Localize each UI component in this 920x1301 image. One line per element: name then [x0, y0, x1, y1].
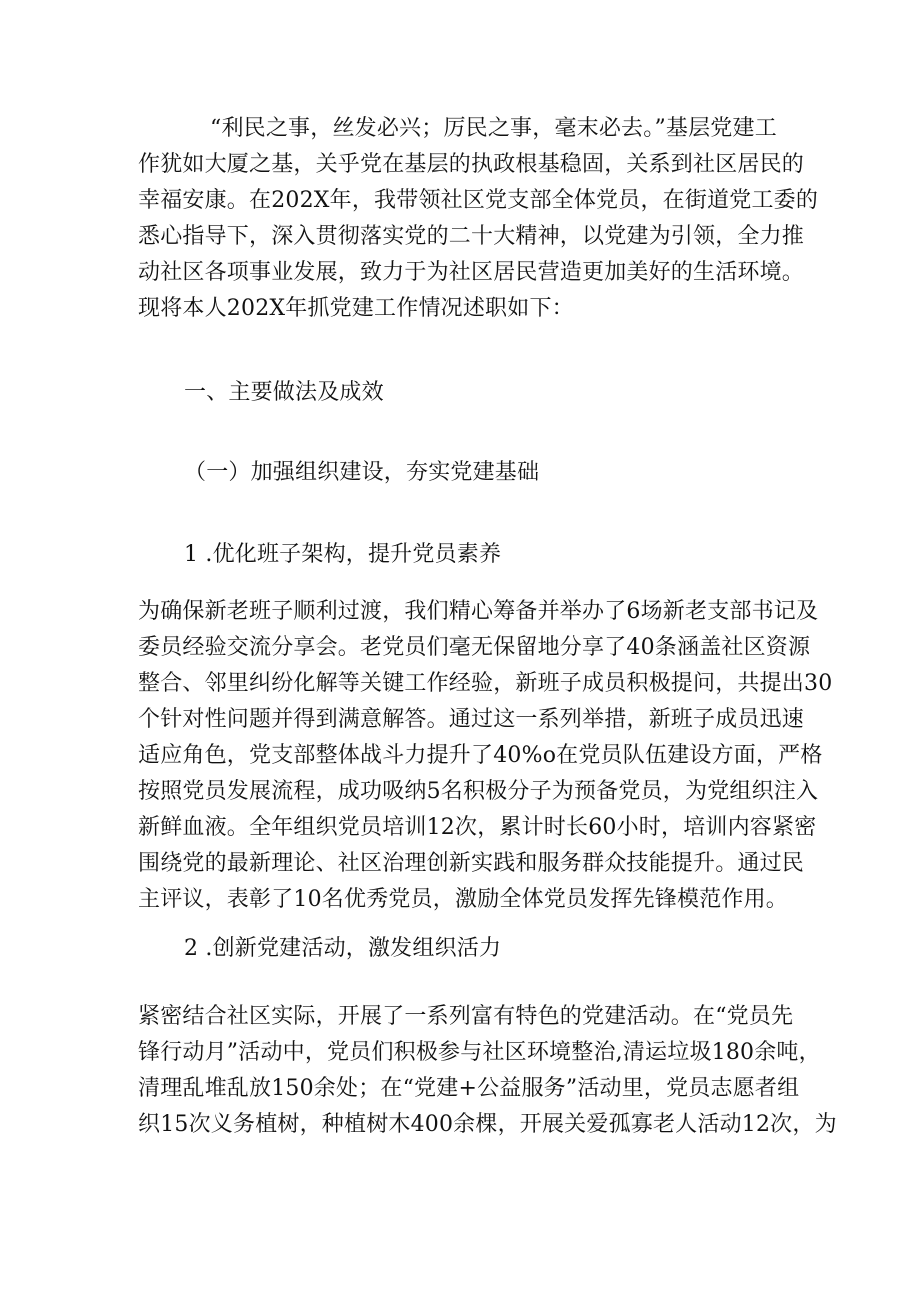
para-b-line-2: 锋行动月”活动中，党员们积极参与社区环境整治,清运垃圾180余吨，: [138, 1040, 821, 1065]
intro-line-2: 作犹如大厦之基，关乎党在基层的执政根基稳固，关系到社区居民的: [138, 152, 805, 177]
heading-level-1: 一、主要做法及成效: [184, 380, 384, 405]
intro-line-4: 悉心指导下，深入贯彻落实党的二十大精神，以党建为引领，全力推: [138, 224, 805, 249]
intro-line-1: “利民之事，丝发必兴；厉民之事，毫末必去。”基层党建工: [210, 116, 777, 141]
heading-level-3-a: 1 .优化班子架构，提升党员素养: [184, 542, 502, 567]
para-a-line-1: 为确保新老班子顺利过渡，我们精心筹备并举办了6场新老支部书记及: [138, 599, 819, 624]
para-a-line-3: 整合、邻里纠纷化解等关键工作经验，新班子成员积极提问，共提出30: [138, 671, 833, 696]
heading-level-3-b: 2 .创新党建活动，激发组织活力: [184, 936, 502, 961]
para-a-line-2: 委员经验交流分享会。老党员们毫无保留地分享了40条涵盖社区资源: [138, 635, 811, 660]
para-a-line-8: 围绕党的最新理论、社区治理创新实践和服务群众技能提升。通过民: [138, 851, 805, 876]
para-b-line-3: 清理乱堆乱放150余处；在“党建+公益服务”活动里，党员志愿者组: [138, 1076, 800, 1101]
para-b-line-4: 织15次义务植树，种植树木400余棵，开展关爱孤寡老人活动12次，为: [138, 1112, 837, 1137]
para-a-line-6: 按照党员发展流程，成功吸纳5名积极分子为预备党员，为党组织注入: [138, 779, 819, 804]
intro-line-6: 现将本人202X年抓党建工作情况述职如下：: [138, 296, 574, 321]
intro-line-5: 动社区各项事业发展，致力于为社区居民营造更加美好的生活环境。: [138, 260, 805, 285]
para-b-line-1: 紧密结合社区实际，开展了一系列富有特色的党建活动。在“党员先: [138, 1004, 794, 1029]
para-a-line-4: 个针对性问题并得到满意解答。通过这一系列举措，新班子成员迅速: [138, 707, 805, 732]
para-a-line-9: 主评议，表彰了10名优秀党员，激励全体党员发挥先锋模范作用。: [138, 887, 788, 912]
heading-level-2: （一）加强组织建设，夯实党建基础: [184, 460, 540, 485]
para-a-line-5: 适应角色，党支部整体战斗力提升了40%o在党员队伍建设方面，严格: [138, 743, 823, 768]
intro-line-3: 幸福安康。在202X年，我带领社区党支部全体党员，在街道党工委的: [138, 188, 819, 213]
para-a-line-7: 新鲜血液。全年组织党员培训12次，累计时长60小时，培训内容紧密: [138, 815, 817, 840]
